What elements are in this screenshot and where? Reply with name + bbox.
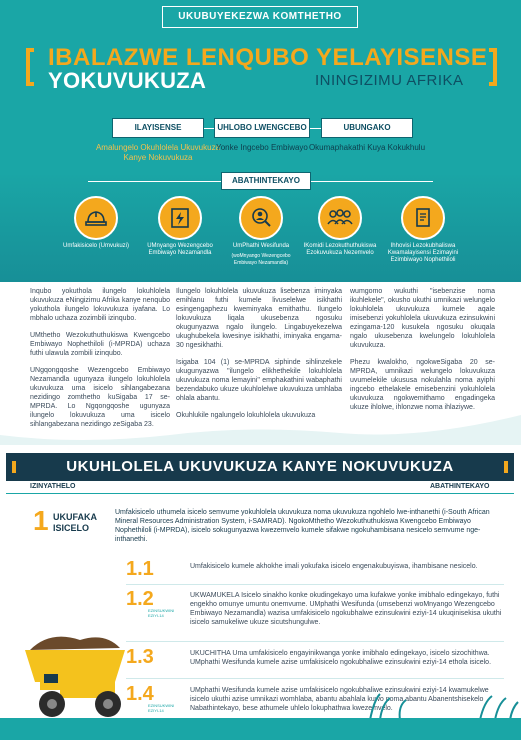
- stakeholders-label: ABATHINTEKAYO: [221, 172, 311, 190]
- process-banner: UKUHLOLELA UKUVUKUZA KANYE NOKUVUKUZA: [6, 453, 514, 481]
- intro-paragraph: UMthetho Wezokuthuthukiswa Kwengcebo Embiwayo Nophethiloli (i-MPRDA) uchaza futhi ulawula zombili izinqubo.: [30, 332, 170, 357]
- substep-text: Umfakisicelo kumele akhokhe imali yokufaka isicelo engenakubuyiswa, ihambisane nesicelo.: [190, 563, 478, 570]
- category-resource-value: Yonke Ingcebo Embiwayo: [216, 143, 308, 152]
- substep-text: UKWAMUKELA Isicelo sinakho konke okudingekayo uma kufakwe yonke imibhalo edingekayo, futhi engekho omunye umuntu onemvume. UMphathi Wesifunda (umsebenzi woMnyango Wezengcebo Embiwayo Nezamandla) wazisa umfakisicelo ngokubhalwe ezinsukwini eziyi-14 ukuqinisekisa ukuthi isicelo samukeliwe ukuze sicutshungulwe.: [190, 592, 502, 626]
- category-licence-label: ILAYISENSE: [112, 118, 204, 138]
- lightning-bolt-icon: [158, 196, 202, 240]
- intro-paragraph: Inqubo yokuthola ilungelo lokuhlolela ukuvukuza eNingizimu Afrika kanye nenqubo yokuthola ilungelo lokuvukuza iyafana. Lo mbhalo uchaza zozimbili izinqubo.: [30, 288, 170, 322]
- substep-timeframe: EZINSUKWINI EZIYI-14: [148, 703, 175, 713]
- substep-number: 1.2: [126, 588, 154, 610]
- substep-number: 1.4: [126, 683, 154, 705]
- steps-column-label: IZINYATHELO: [30, 483, 76, 490]
- hard-hat-icon: [74, 196, 118, 240]
- intro-paragraph: UNgqongqoshe Wezengcebo Embiwayo Nezamandla ugunyaza ilungelo lokuhlolela ukuvukuza uma isicelo sihlangabezana nezidingo zomthetho kuSigaba 17 se-MPRDA. Lo Ngqongqoshe ugunyaza ilungelo lokuvukuza uma isicelo sihlangabezana nezidingo zeSigaba 23.: [30, 367, 170, 428]
- step-1-number: 1: [33, 505, 49, 536]
- dump-truck-illustration: [20, 620, 140, 720]
- stakeholder-committee: [300, 196, 380, 257]
- stakeholder-committee-label: IKomidi Lezokuthuthukiswa Ezokuvukuza Nezemvelo: [303, 243, 377, 256]
- decorative-wave: [0, 405, 521, 445]
- substep-timeframe: EZINSUKWINI EZIYI-14: [148, 608, 175, 618]
- intro-column-3: [350, 287, 495, 420]
- intro-paragraph: wumgomo wukuthi "isebenzise noma ikuhlekele", okusho ukuthi umnikazi welungelo lokuhlolela ukuvukuza kumele aqale imisebenzi yokuhlolela ukuvukuza ezinsukwini ezingama-120 kusukela ngosuku okuqala ngalo ukusebenza kwelungelo lokuhlolela ukuvukuza.: [350, 288, 495, 349]
- stakeholder-regional-manager-sublabel: (woMnyango Wezengcebo Embiwayo Nezamandla): [231, 253, 291, 266]
- document-icon: [401, 196, 445, 240]
- category-licence-value: Amalungelo Okuhlolela Ukuvukuza Kanye Nokuvukuza: [95, 143, 221, 162]
- stakeholder-regional-manager-label: UmPhathi Wesifunda: [232, 243, 290, 249]
- substep-text: UKUCHITHA Uma umfakisicelo engayinikwanga yonke imibhalo edingekayo, isicelo sizochithwa. UMphathi Wesifunda kumele azise umfakisicelo ngokubhaliwe ezinsukwini eziyi-14 ethola isicelo.: [190, 650, 492, 666]
- magnifier-person-icon: [239, 196, 283, 240]
- intro-paragraph: Isigaba 104 (1) se-MPRDA siphinde sihlinzekele ukugunyazwa "ilungelo elikhethekile lokuhlolela ukuvukuza noma lemayini" emphakathini wabaphathi bezendabuko ukuze ukuhlolelwe ukuvukuza umhlaba ohlala abantu.: [176, 359, 342, 402]
- stakeholders-column-label: ABATHINTEKAYO: [430, 483, 490, 490]
- plants-illustration: [360, 690, 520, 720]
- substep-divider: [126, 678, 504, 679]
- stakeholder-department: [140, 196, 220, 257]
- stakeholder-registration-office-label: Ihhovisi Lezokubhaliswa Kwamalayisensi Ezimayini Ezimbiwayo Nophethiloli: [387, 243, 459, 263]
- substep-divider: [126, 641, 504, 642]
- stakeholder-applicant: [56, 196, 136, 250]
- category-resource-label: UHLOBO LWENGCEBO: [214, 118, 310, 138]
- page-title-line2: YOKUVUKUZA: [48, 68, 207, 93]
- stakeholder-applicant-label: Umfakisicelo (Umvukuzi): [62, 243, 129, 249]
- people-group-icon: [318, 196, 362, 240]
- footer-bar: [0, 718, 521, 740]
- substep-divider: [126, 584, 504, 585]
- category-scale-value: Okumaphakathi Kuya Kokukhulu: [308, 143, 426, 152]
- document-type-label: UKUBUYEKEZWA KOMTHETHO: [162, 6, 358, 28]
- intro-paragraph: Okuhlukile ngalungelo lokuhlolela ukuvukuza: [176, 412, 316, 419]
- step-1-text: Umfakisicelo uthumela isicelo semvume yokuhlolela ukuvukuza noma ukuvukuza ngohlelo lwe-inthanethi (i-South African Mineral Resources Administration System, i-SAMRAD). NgokoMthetho Wezokuthuthukiswa Kwengcebo Embiwayo Nophethiloli (i-MPRDA), isicelo sokugunyazwa kwezemvelo kumele sifakwe ngokuhambisana nesicelo semvume nge-inthanethi.: [115, 509, 490, 543]
- intro-paragraph: Phezu kwalokho, ngokweSigaba 20 se-MPRDA, umnikazi welungelo lokuvukuza uvumelekile ukususa nokulahla noma ayiphi ingcebo ethelakele emisebenzini yokuhlolela ukuvukuza ngokwemithamo engadingeka ukuze ihlolwe, ihlonzwe noma ihlaziywe.: [350, 359, 495, 411]
- country-label: ININGIZIMU AFRIKA: [315, 72, 464, 89]
- page-title-line1: IBALAZWE LENQUBO YELAYISENSE: [48, 44, 488, 71]
- title-bracket-right: [489, 48, 497, 86]
- step-1-title: UKUFAKA ISICELO: [53, 512, 97, 533]
- intro-paragraph: Ilungelo lokuhlolela ukuvukuza lisebenza iminyaka emihlanu futhi kumele livuselelwe isikhathi esingengaphezu kweminyaka emithathu. Ilungelo lokuvukuza liqala ukusebenza ngosuku okugunyazwa ngalo ilungelo. Lingabuyekezelwa ukughubekela kwesinye isikhathi, iminyaka engama-30 ngesikhathi.: [176, 288, 342, 349]
- title-bracket-left: [26, 48, 34, 86]
- process-header-divider: [6, 493, 514, 494]
- substep-text: UMphathi Wesifunda kumele azise umfakisicelo ngokubhaliwe ezinsukwini eziyi-14 kwamukelwe isicelo ukuthi azise umnikazi womhlaba, abantu abahlala kuwo noma abantu Abanentshisekelo Nabathintekayo, bese athumele uhlelo lokuphathwa kwezemvelo.: [190, 687, 489, 712]
- substep-number: 1.3: [126, 646, 154, 668]
- stakeholder-registration-office: [383, 196, 463, 264]
- header-panel: [0, 0, 521, 282]
- substep-number: 1.1: [126, 558, 154, 580]
- stakeholder-regional-manager: [221, 196, 301, 267]
- stakeholder-department-label: UMnyango Wezengcebo Embiwayo Nezamandla: [147, 243, 213, 256]
- category-scale-label: UBUNGAKO: [321, 118, 413, 138]
